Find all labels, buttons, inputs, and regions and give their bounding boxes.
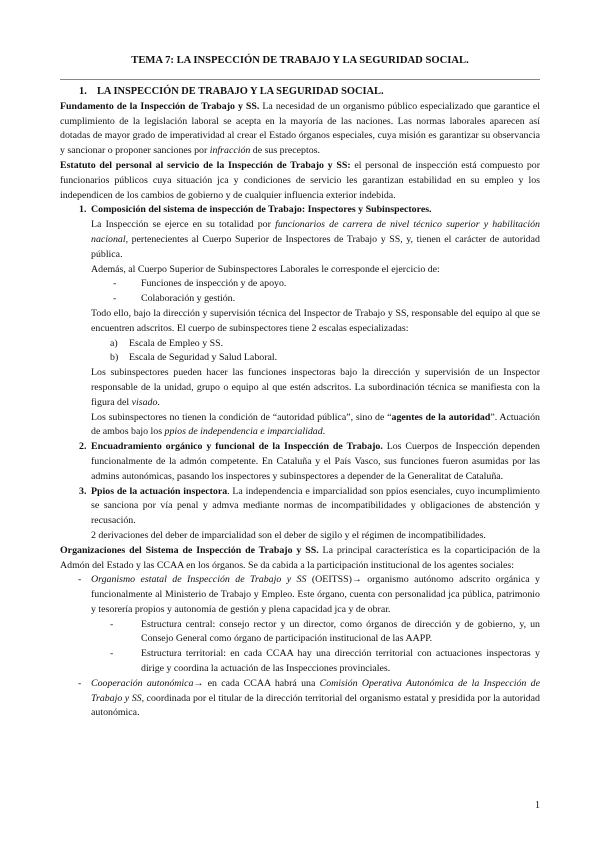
fundamento-text: La necesidad de un organismo público especializado que garantice el cumplimiento de la legislación laboral se acepta en la mayoría de las naciones. Las normas laborales aparecen así dotadas de mayor grado de imperatividad al crear el Estado órganos especiales, cuya misión es garantizar su observancia y sancionar o proponer sanciones por <box>60 100 540 157</box>
list-item <box>60 277 540 292</box>
coop-italic: Cooperación autonómica <box>91 677 194 689</box>
list-item-text: Estructura central: consejo rector y un director, como órganos de dirección y de gobierno, y, un Consejo General como órgano de participación institucional de las AAPP. <box>141 618 540 645</box>
oeitss-text: (OEITSS)→ organismo autónomo adscrito orgánica y funcionalmente al Ministerio de Trabajo y Empleo. Este órgano, cuenta con personalidad jca pública, patrimonio y tesorería propios y autonomía de gestión y plena capacidad jca y de obrar. <box>91 574 540 615</box>
list-number: 1. <box>79 204 87 216</box>
estatuto-label: Estatuto del personal al servicio de la Inspección de Trabajo y SS: <box>60 159 351 171</box>
item1-text: Los subinspectores pueden hacer las funciones inspectoras bajo la dirección y supervisión de un Inspector responsable de la unidad, grupo o equipo al que estén adscritos. La subordinación técnica se manifiesta con la figura del <box>91 367 540 408</box>
list-item-text: Escala de Empleo y SS. <box>129 337 224 349</box>
page-title: TEMA 7: LA INSPECCIÓN DE TRABAJO Y LA SEGURIDAD SOCIAL. <box>131 55 469 66</box>
item1-paragraph-3: Todo ello, bajo la dirección y supervisión técnica del Inspector de Trabajo y SS, responsable del equipo al que se encuentren adscritos. El cuerpo de subinspectores tiene 2 escalas especializadas: <box>91 307 540 334</box>
list-item-text: Estructura territorial: en cada CCAA hay una dirección territorial con actuaciones inspectoras y dirige y coordina la actuación de las Inspecciones provinciales. <box>141 648 540 675</box>
list-item <box>60 677 540 721</box>
item1-paragraph-2: Además, al Cuerpo Superior de Subinspectores Laborales le corresponde el ejercicio de: <box>91 263 440 275</box>
dash-bullet: - <box>110 648 114 660</box>
estatuto-paragraph <box>60 159 540 203</box>
item1-paragraph-1 <box>60 218 540 262</box>
list-item <box>60 292 540 307</box>
fundamento-label: Fundamento de la Inspección de Trabajo y SS. <box>60 100 260 112</box>
dash-bullet: - <box>78 677 82 689</box>
letter-bullet: b) <box>110 352 119 364</box>
section-heading <box>79 85 540 100</box>
fundamento-italic: infracción <box>209 145 251 157</box>
fundamento-text-end: de sus preceptos. <box>250 145 320 157</box>
list-item <box>60 618 540 648</box>
item1-italic: visado <box>131 396 158 408</box>
list-item-text: Colaboración y gestión. <box>141 293 236 305</box>
list-item-heading: Composición del sistema de inspección de Trabajo: Inspectores y Subinspectores. <box>91 204 432 216</box>
page-number: 1 <box>535 800 540 811</box>
document-body <box>60 85 540 721</box>
item1-text-end: . <box>157 396 160 408</box>
dash-bullet: - <box>110 618 114 630</box>
organizaciones-paragraph <box>60 544 540 574</box>
list-item <box>60 647 540 677</box>
list-item-2 <box>60 440 540 484</box>
item1-text-end: . <box>322 426 326 438</box>
dash-bullet: - <box>113 293 117 305</box>
oeitss-italic: Organismo estatal de Inspección de Trabajo y SS <box>91 574 307 586</box>
item1-paragraph-4 <box>60 366 540 410</box>
coop-italic-2: Comisión Operativa Autonómica de la Inspección de Trabajo y SS, <box>91 677 540 704</box>
estatuto-text: el personal de inspección está compuesto por funcionarios públicos cuya situación jca y condiciones de servicio les garantizan estabilidad en su empleo y los independicen de los cambios de gobierno y de cualquier influencia exterior indebida. <box>60 159 540 201</box>
list-item-3 <box>60 485 540 529</box>
list-item <box>60 337 540 352</box>
section-heading-text: LA INSPECCIÓN DE TRABAJO Y LA SEGURIDAD SOCIAL. <box>97 86 384 97</box>
item1-text-end: , pertenecientes al Cuerpo Superior de Inspectores de Trabajo y SS, y, tienen el carácter de autoridad pública. <box>91 233 540 260</box>
list-item-text: Funciones de inspección y de apoyo. <box>141 278 287 290</box>
title-rule <box>60 79 540 80</box>
coop-text-end: coordinada por el titular de la dirección territorial del organismo estatal y presidida por la autoridad autonómica. <box>91 692 540 719</box>
list-item <box>60 351 540 366</box>
item1-bold: agentes de la autoridad <box>391 411 491 423</box>
list-number: 3. <box>79 485 87 497</box>
dash-bullet: - <box>113 278 117 290</box>
list-item <box>60 573 540 617</box>
list-item-text: Escala de Seguridad y Salud Laboral. <box>129 352 278 364</box>
list-item-heading: Ppios de la actuación inspectora <box>91 485 228 497</box>
organizaciones-label: Organizaciones del Sistema de Inspección de Trabajo y SS. <box>60 544 319 556</box>
list-item-1 <box>60 203 540 218</box>
list-item-text: . La independencia e imparcialidad son ppios esenciales, cuyo incumplimiento se sanciona por vía penal y admva mediante normas de incompatibilidades y obligaciones de abstención y recusación. <box>91 485 540 527</box>
letter-bullet: a) <box>110 337 118 349</box>
item1-italic: ppios de independencia e imparcialidad <box>164 426 323 438</box>
item3-paragraph-2: 2 derivaciones del deber de imparcialidad son el deber de sigilo y el régimen de incompatibilidades. <box>91 529 486 541</box>
item1-paragraph-5 <box>60 411 540 441</box>
list-item-text: Los Cuerpos de Inspección dependen funcionalmente de la admón competente. En Cataluña y el País Vasco, sus funciones fueron asumidas por las admins autonómicas, pasando los inspectores y subinspectores a depender de la Generalitat de Cataluña. <box>91 441 540 482</box>
item1-italic: funcionarios de carrera de nivel técnico superior y habilitación nacional <box>91 219 540 245</box>
item1-text: ”. Actuación de ambos bajo los <box>91 411 540 438</box>
dash-bullet: - <box>78 574 82 586</box>
section-number: 1. <box>79 86 87 97</box>
organizaciones-text: La principal característica es la coparticipación de la Admón del Estado y las CCAA en los órganos. Se da cabida a la participación institucional de los agentes sociales: <box>60 544 540 571</box>
fundamento-paragraph <box>60 100 540 159</box>
item1-text: Los subinspectores no tienen la condición de “autoridad pública”, sino de “ <box>91 411 392 423</box>
list-number: 2. <box>79 441 87 453</box>
list-item-heading: Encuadramiento orgánico y funcional de la Inspección de Trabajo. <box>91 441 383 453</box>
coop-text: → en cada CCAA habrá una <box>193 677 320 689</box>
item1-text: La Inspección se ejerce en su totalidad por <box>91 219 276 231</box>
